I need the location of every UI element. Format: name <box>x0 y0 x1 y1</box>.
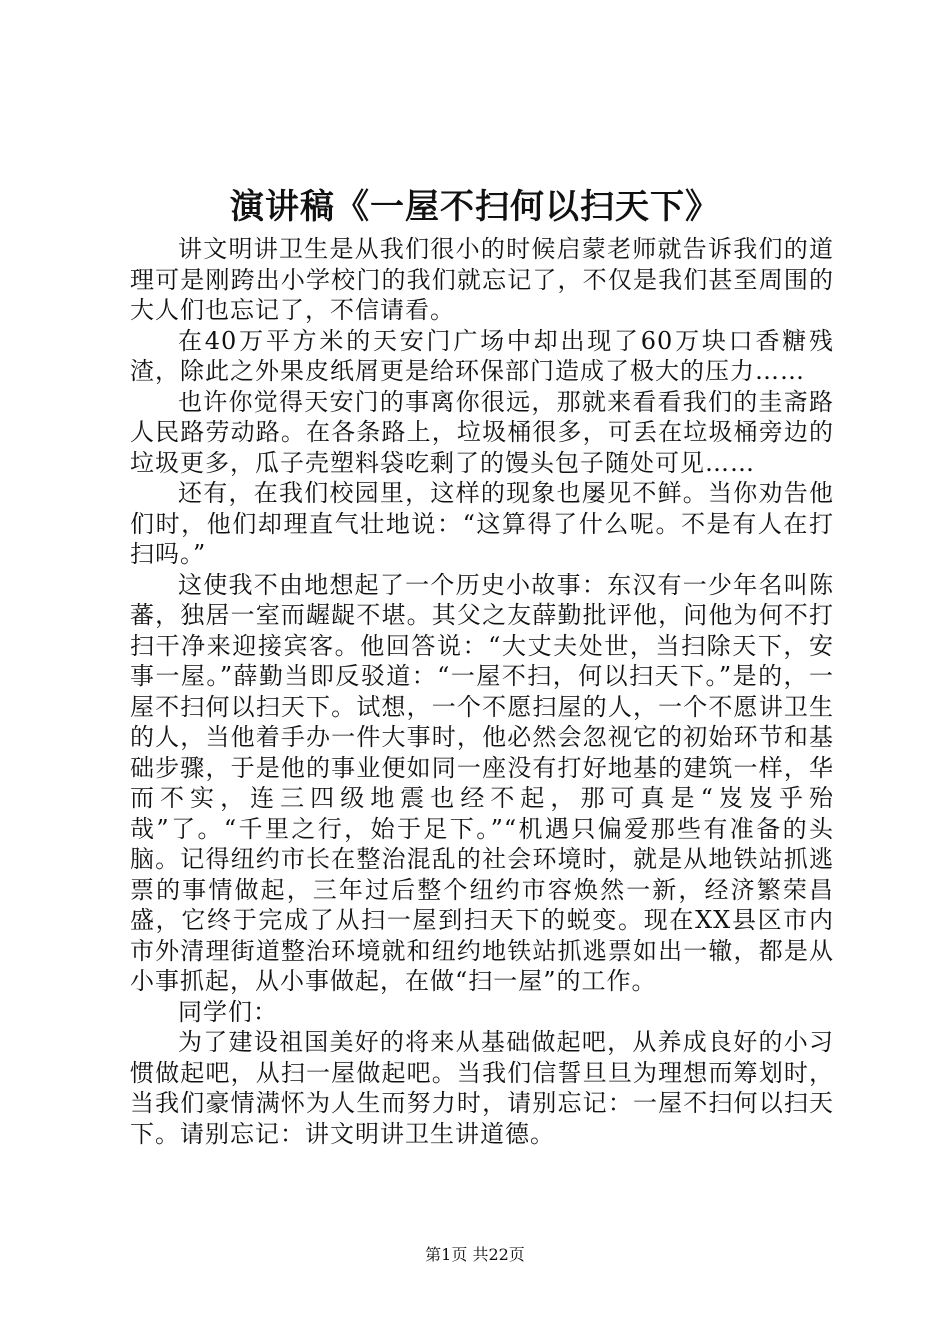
paragraph-2: 在40万平方米的天安门广场中却出现了60万块口香糖残渣，除此之外果皮纸屑更是给环保部门造成了极大的压力…… <box>130 326 834 385</box>
document-body <box>130 234 834 1149</box>
paragraph-1: 讲文明讲卫生是从我们很小的时候启蒙老师就告诉我们的道理可是刚跨出小学校门的我们就忘记了，不仅是我们甚至周围的大人们也忘记了，不信请看。 <box>130 235 834 324</box>
paragraph-6: 同学们： <box>178 997 278 1026</box>
paragraph-3: 也许你觉得天安门的事离你很远，那就来看看我们的圭斋路人民路劳动路。在各条路上，垃圾桶很多，可丢在垃圾桶旁边的垃圾更多，瓜子壳塑料袋吃剩了的馒头包子随处可见…… <box>130 387 834 477</box>
paragraph-7: 为了建设祖国美好的将来从基础做起吧，从养成良好的小习惯做起吧，从扫一屋做起吧。当我们信誓旦旦为理想而筹划时，当我们豪情满怀为人生而努力时，请别忘记：一屋不扫何以扫天下。请别忘记：讲文明讲卫生讲道德。 <box>130 1028 834 1148</box>
document-title: 演讲稿《一屋不扫何以扫天下》 <box>230 187 720 227</box>
paragraph-4: 还有，在我们校园里，这样的现象也屡见不鲜。当你劝告他们时，他们却理直气壮地说：“这算得了什么呢。不是有人在打扫吗。” <box>130 479 834 568</box>
page-number-footer: 第1页 共22页 <box>425 1245 525 1264</box>
paragraph-5: 这使我不由地想起了一个历史小故事：东汉有一少年名叫陈蕃，独居一室而龌龊不堪。其父之友薛勤批评他，问他为何不打扫干净来迎接宾客。他回答说：“大丈夫处世，当扫除天下，安事一屋。”薛勤当即反驳道：“一屋不扫，何以扫天下。”是的，一屋不扫何以扫天下。试想，一个不愿扫屋的人，一个不愿讲卫生的人，当他着手办一件大事时，他必然会忽视它的初始环节和基础步骤，于是他的事业便如同一座没有打好地基的建筑一样，华而不实，连三四级地震也经不起，那可真是“岌岌乎殆哉”了。“千里之行，始于足下。”“机遇只偏爱那些有准备的头脑。记得纽约市长在整治混乱的社会环境时，就是从地铁站抓逃票的事情做起，三年过后整个纽约市容焕然一新，经济繁荣昌盛，它终于完成了从扫一屋到扫天下的蜕变。现在XX县区市内市外清理街道整治环境就和纽约地铁站抓逃票如出一辙，都是从小事抓起，从小事做起，在做“扫一屋”的工作。 <box>130 570 834 995</box>
